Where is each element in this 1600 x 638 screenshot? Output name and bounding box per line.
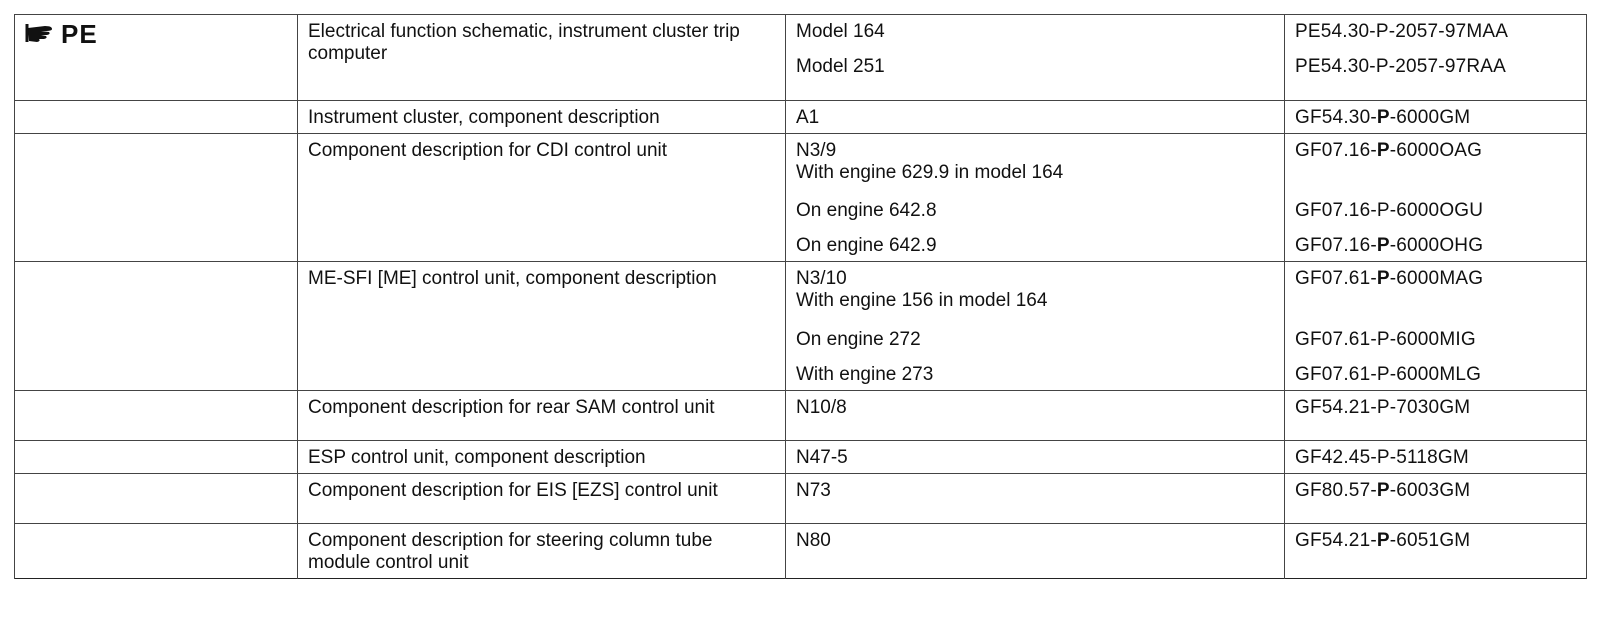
- component-cell: [786, 47, 1285, 100]
- document-code-cell: [1285, 440, 1587, 473]
- component-cell: [786, 320, 1285, 355]
- document-code: [1295, 268, 1483, 289]
- component-note: With engine 629.9 in model 164: [796, 161, 1064, 183]
- reference-type-cell: [15, 100, 298, 133]
- document-code-prefix: GF07.61-: [1295, 268, 1377, 289]
- document-code-cell: [1285, 390, 1587, 440]
- document-code: [1295, 140, 1482, 161]
- document-code: [1295, 235, 1483, 256]
- component-designation: On engine 642.8: [796, 200, 937, 221]
- document-code: [1295, 200, 1483, 221]
- component-designation: On engine 272: [796, 328, 921, 350]
- document-code-number: P-6000MLG: [1376, 363, 1482, 385]
- document-code-prefix: GF07.16-: [1295, 235, 1377, 256]
- reference-table: [14, 14, 1587, 579]
- description-cell: Component description for steering column tube module control unit: [298, 523, 786, 578]
- document-code-number: -6000GM: [1389, 106, 1471, 128]
- component-cell: [786, 262, 1285, 320]
- document-code-cell: [1285, 355, 1587, 391]
- component-cell: [786, 100, 1285, 133]
- document-code-number: -6051GM: [1389, 529, 1471, 551]
- reference-type-cell: [15, 262, 298, 391]
- component-cell: [786, 355, 1285, 391]
- document-code-number: P-5118GM: [1376, 446, 1469, 468]
- reference-header-label: PE: [61, 19, 98, 49]
- document-code-prefix: GF07.61-: [1295, 363, 1377, 385]
- component-cell: [786, 390, 1285, 440]
- component-cell: [786, 133, 1285, 191]
- component-designation: N73: [796, 479, 831, 501]
- document-code-prefix: GF80.57-: [1295, 479, 1377, 501]
- document-code-prefix: PE54.30-: [1295, 56, 1376, 77]
- reference-type-cell: [15, 133, 298, 262]
- description-cell: Electrical function schematic, instrument cluster trip computer: [298, 15, 786, 101]
- table-row: [15, 523, 1587, 578]
- document-code-type: P: [1376, 139, 1390, 161]
- document-code-cell: [1285, 523, 1587, 578]
- component-designation: N80: [796, 529, 831, 551]
- description-cell: Component description for EIS [EZS] control unit: [298, 473, 786, 523]
- document-code-number: -6000MAG: [1389, 268, 1484, 289]
- document-code: [1295, 364, 1481, 385]
- document-code-number: P-2057-97MAA: [1375, 21, 1509, 42]
- component-designation: With engine 273: [796, 363, 934, 385]
- document-code-number: P-6000OGU: [1376, 200, 1484, 221]
- table-row: [15, 390, 1587, 440]
- document-code-cell: [1285, 47, 1587, 100]
- document-code-type: P: [1376, 479, 1390, 501]
- component-designation: N10/8: [796, 396, 847, 418]
- document-code-prefix: GF07.16-: [1295, 200, 1377, 221]
- document-code-number: P-6000MIG: [1376, 328, 1476, 350]
- component-cell: [786, 226, 1285, 262]
- description-cell: Component description for CDI control unit: [298, 133, 786, 262]
- document-code-prefix: GF42.45-: [1295, 446, 1377, 468]
- document-code-type: P: [1376, 106, 1390, 128]
- component-designation: N3/10: [796, 268, 847, 289]
- table-row: [15, 440, 1587, 473]
- document-code-cell: [1285, 191, 1587, 226]
- reference-header: [25, 21, 289, 47]
- table-row: [15, 100, 1587, 133]
- component-designation: A1: [796, 106, 820, 128]
- table-row: [15, 262, 1587, 320]
- component-designation: Model 251: [796, 56, 885, 77]
- table-row: [15, 15, 1587, 48]
- document-code: [1295, 480, 1470, 501]
- reference-type-cell: [15, 440, 298, 473]
- pointing-hand-icon: [25, 22, 55, 46]
- document-code-type: P: [1376, 529, 1390, 551]
- description-cell: Component description for rear SAM control unit: [298, 390, 786, 440]
- component-cell: [786, 15, 1285, 48]
- document-code-number: -6000OHG: [1389, 235, 1484, 256]
- reference-type-cell: [15, 473, 298, 523]
- document-code-cell: [1285, 15, 1587, 48]
- component-cell: [786, 191, 1285, 226]
- component-designation: N3/9: [796, 139, 837, 161]
- document-code: [1295, 329, 1476, 350]
- document-code-number: -6000OAG: [1389, 139, 1483, 161]
- document-code-prefix: GF07.61-: [1295, 328, 1377, 350]
- reference-type-cell: [15, 523, 298, 578]
- document-code-prefix: PE54.30-: [1295, 21, 1376, 42]
- description-cell: Instrument cluster, component description: [298, 100, 786, 133]
- document-code-type: P: [1376, 235, 1390, 256]
- document-code-cell: [1285, 473, 1587, 523]
- document-code-prefix: GF07.16-: [1295, 139, 1377, 161]
- table-row: [15, 133, 1587, 191]
- description-cell: ESP control unit, component description: [298, 440, 786, 473]
- component-note: With engine 156 in model 164: [796, 290, 1048, 311]
- description-cell: ME-SFI [ME] control unit, component description: [298, 262, 786, 391]
- document-code-number: -6003GM: [1389, 479, 1471, 501]
- document-code-prefix: GF54.30-: [1295, 106, 1377, 128]
- reference-type-cell: [15, 390, 298, 440]
- document-code-number: P-7030GM: [1376, 396, 1471, 418]
- document-code-number: P-2057-97RAA: [1375, 56, 1507, 77]
- document-code: [1295, 21, 1508, 42]
- document-code: [1295, 107, 1470, 128]
- document-code-cell: [1285, 320, 1587, 355]
- document-code-type: P: [1376, 268, 1390, 289]
- document-code: [1295, 397, 1470, 418]
- document-code-prefix: GF54.21-: [1295, 396, 1377, 418]
- component-designation: On engine 642.9: [796, 235, 937, 256]
- document-code-cell: [1285, 133, 1587, 191]
- document-code-prefix: GF54.21-: [1295, 529, 1377, 551]
- document-code: [1295, 56, 1506, 77]
- component-cell: [786, 440, 1285, 473]
- component-designation: Model 164: [796, 21, 885, 42]
- table-row: [15, 473, 1587, 523]
- component-cell: [786, 473, 1285, 523]
- document-code-cell: [1285, 226, 1587, 262]
- reference-type-cell: [15, 15, 298, 101]
- component-cell: [786, 523, 1285, 578]
- document-code: [1295, 530, 1470, 551]
- component-designation: N47-5: [796, 446, 848, 468]
- document-code: [1295, 447, 1469, 468]
- document-code-cell: [1285, 262, 1587, 320]
- document-code-cell: [1285, 100, 1587, 133]
